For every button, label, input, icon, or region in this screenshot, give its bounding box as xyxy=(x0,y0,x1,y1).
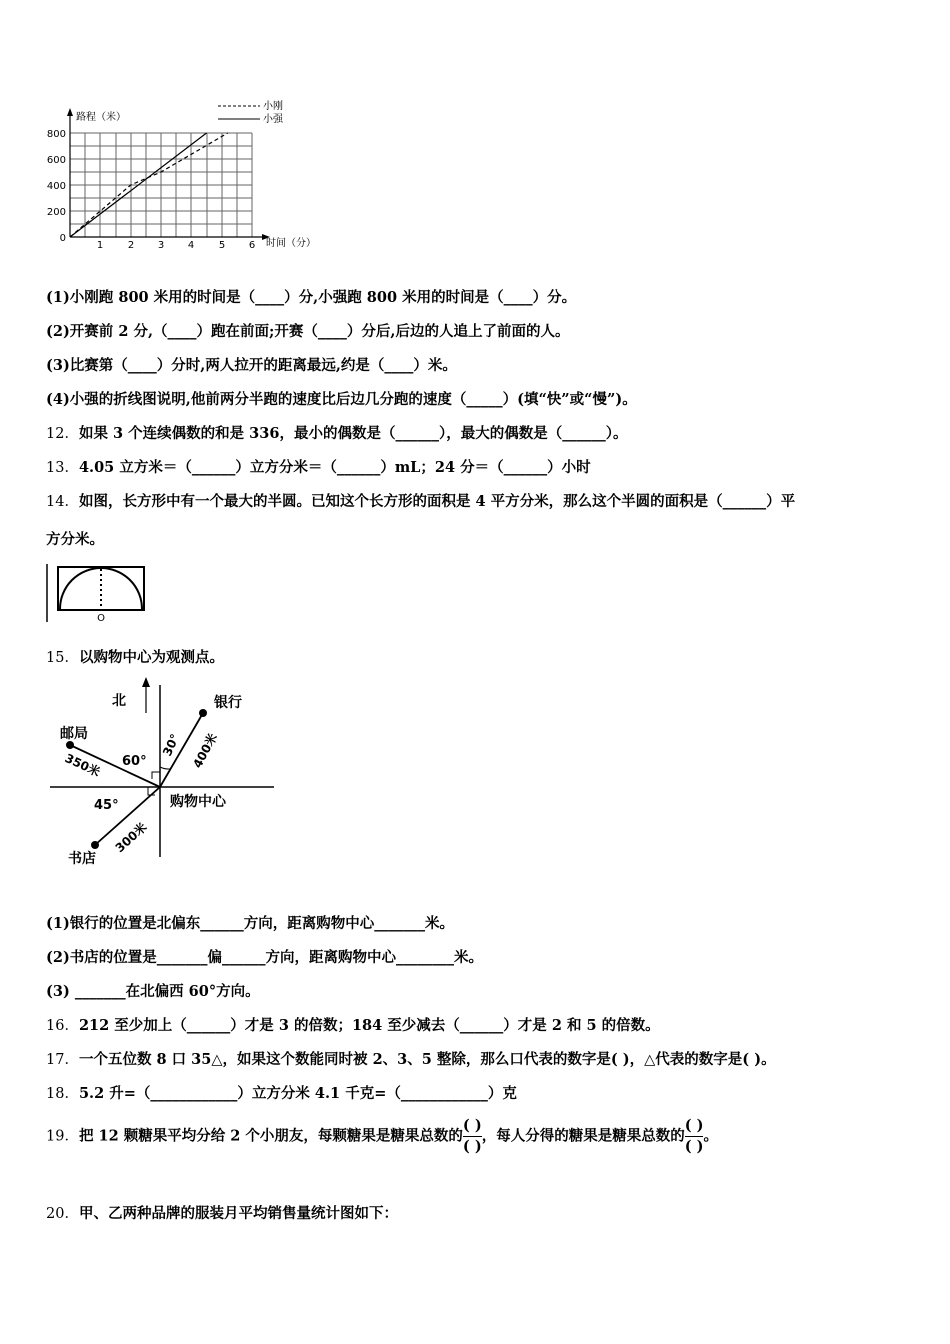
angle-arc-60 xyxy=(152,772,160,779)
x-axis-label: 时间（分） xyxy=(266,238,316,249)
fraction-blank-2 xyxy=(685,1116,704,1157)
question-number: 17． xyxy=(46,1052,79,1068)
question-17 xyxy=(46,1048,776,1069)
bank-label: 银行 xyxy=(214,695,242,711)
post-office-point xyxy=(66,741,74,749)
y-tick: 800 xyxy=(46,129,66,140)
question-text: 一个五位数 8 口 35△，如果这个数能同时被 2、3、5 整除，那么口代表的数字是( )，△代表的数字是( )。 xyxy=(78,1051,776,1068)
center-point-label: 购物中心 xyxy=(170,794,226,810)
y-tick: 200 xyxy=(46,207,66,218)
question-text-part3: 。 xyxy=(703,1127,718,1145)
q15-sub1: (1)银行的位置是北偏东______方向，距离购物中心_______米。 xyxy=(46,915,455,932)
x-tick: 4 xyxy=(187,240,195,251)
bookstore-point xyxy=(91,841,99,849)
q11-sub3: (3)比赛第（____）分时,两人拉开的距离最远,约是（____）米。 xyxy=(46,357,457,374)
x-tick: 5 xyxy=(218,240,226,251)
question-14 xyxy=(46,490,795,511)
question-number: 18． xyxy=(46,1086,79,1102)
angle-arc-30 xyxy=(160,767,170,769)
q11-sub2: (2)开赛前 2 分,（____）跑在前面;开赛（____）分后,后边的人追上了前面的人。 xyxy=(46,323,570,340)
angle-60-label: 60° xyxy=(122,754,147,769)
angle-30-label: 30° xyxy=(160,731,183,759)
question-number: 15． xyxy=(46,650,79,666)
distance-350-label: 350米 xyxy=(62,751,103,780)
distance-300-label: 300米 xyxy=(112,820,150,856)
question-number: 13． xyxy=(46,460,79,476)
numerator-blank: ( ) xyxy=(463,1116,482,1137)
legend-label-xiaoqiang: 小强 xyxy=(263,114,283,125)
y-axis-label: 路程（米） xyxy=(76,112,126,123)
north-label: 北 xyxy=(112,693,126,709)
question-19 xyxy=(46,1116,718,1157)
question-16 xyxy=(46,1014,660,1035)
question-text: 如图，长方形中有一个最大的半圆。已知这个长方形的面积是 4 平方分米，那么这个半圆的面积是（______）平 xyxy=(78,493,796,510)
question-text-part1: 把 12 颗糖果平均分给 2 个小朋友，每颗糖果是糖果总数的 xyxy=(78,1127,463,1145)
question-number: 20． xyxy=(46,1206,79,1222)
distance-400-label: 400米 xyxy=(190,731,221,771)
question-text: 212 至少加上（______）才是 3 的倍数；184 至少减去（______）才是 2 和 5 的倍数。 xyxy=(78,1017,660,1034)
question-text: 以购物中心为观测点。 xyxy=(78,649,224,666)
bank-point xyxy=(199,709,207,717)
question-number: 12． xyxy=(46,426,79,442)
question-text: 4.05 立方米＝（______）立方分米＝（______）mL；24 分＝（______）小时 xyxy=(78,459,591,476)
denominator-blank: ( ) xyxy=(462,1138,482,1155)
x-tick: 1 xyxy=(96,240,104,251)
q11-sub4: (4)小强的折线图说明,他前两分半跑的速度比后边几分跑的速度（_____）(填“快”或“慢”)。 xyxy=(46,391,637,408)
question-text: 如果 3 个连续偶数的和是 336，最小的偶数是（______），最大的偶数是（______）。 xyxy=(78,425,628,442)
center-label: O xyxy=(97,613,105,624)
rectangle xyxy=(58,567,144,610)
y-tick: 0 xyxy=(59,233,66,244)
post-office-label: 邮局 xyxy=(60,726,88,742)
distance-time-graph xyxy=(40,98,330,254)
q11-sub1: (1)小刚跑 800 米用的时间是（____）分,小强跑 800 米用的时间是（____）分。 xyxy=(46,289,577,306)
graph-grid xyxy=(70,133,252,237)
question-12 xyxy=(46,422,627,443)
q15-sub2: (2)书店的位置是_______偏______方向，距离购物中心________米。 xyxy=(46,949,484,966)
x-tick: 6 xyxy=(248,240,256,251)
question-number: 16． xyxy=(46,1018,79,1034)
semicircle-in-rectangle-figure xyxy=(44,560,150,624)
y-tick: 600 xyxy=(46,155,66,166)
question-text: 5.2 升=（____________）立方分米 4.1 千克=（____________）克 xyxy=(78,1085,517,1102)
fraction-blank-1 xyxy=(463,1116,482,1157)
north-arrow-icon xyxy=(142,677,150,687)
bookstore-label: 书店 xyxy=(68,851,96,867)
q15-sub3: (3) _______在北偏西 60°方向。 xyxy=(46,983,260,1000)
x-tick: 3 xyxy=(157,240,165,251)
question-13 xyxy=(46,456,591,477)
numerator-blank: ( ) xyxy=(685,1116,704,1137)
question-text: 甲、乙两种品牌的服装月平均销售量统计图如下： xyxy=(78,1205,398,1222)
question-20 xyxy=(46,1202,398,1223)
y-tick: 400 xyxy=(46,181,66,192)
denominator-blank: ( ) xyxy=(684,1138,704,1155)
question-15 xyxy=(46,646,224,667)
angle-45-label: 45° xyxy=(94,798,119,813)
question-number: 14． xyxy=(46,494,79,510)
question-number: 19． xyxy=(46,1128,79,1145)
legend-label-xiaogang: 小刚 xyxy=(263,101,283,112)
x-tick: 2 xyxy=(127,240,135,251)
direction-diagram xyxy=(40,675,290,875)
question-18 xyxy=(46,1082,517,1103)
question-text-part2: ，每人分得的糖果是糖果总数的 xyxy=(481,1127,685,1145)
y-axis-arrow-icon xyxy=(67,108,73,116)
question-14-continued: 方分米。 xyxy=(46,531,104,548)
